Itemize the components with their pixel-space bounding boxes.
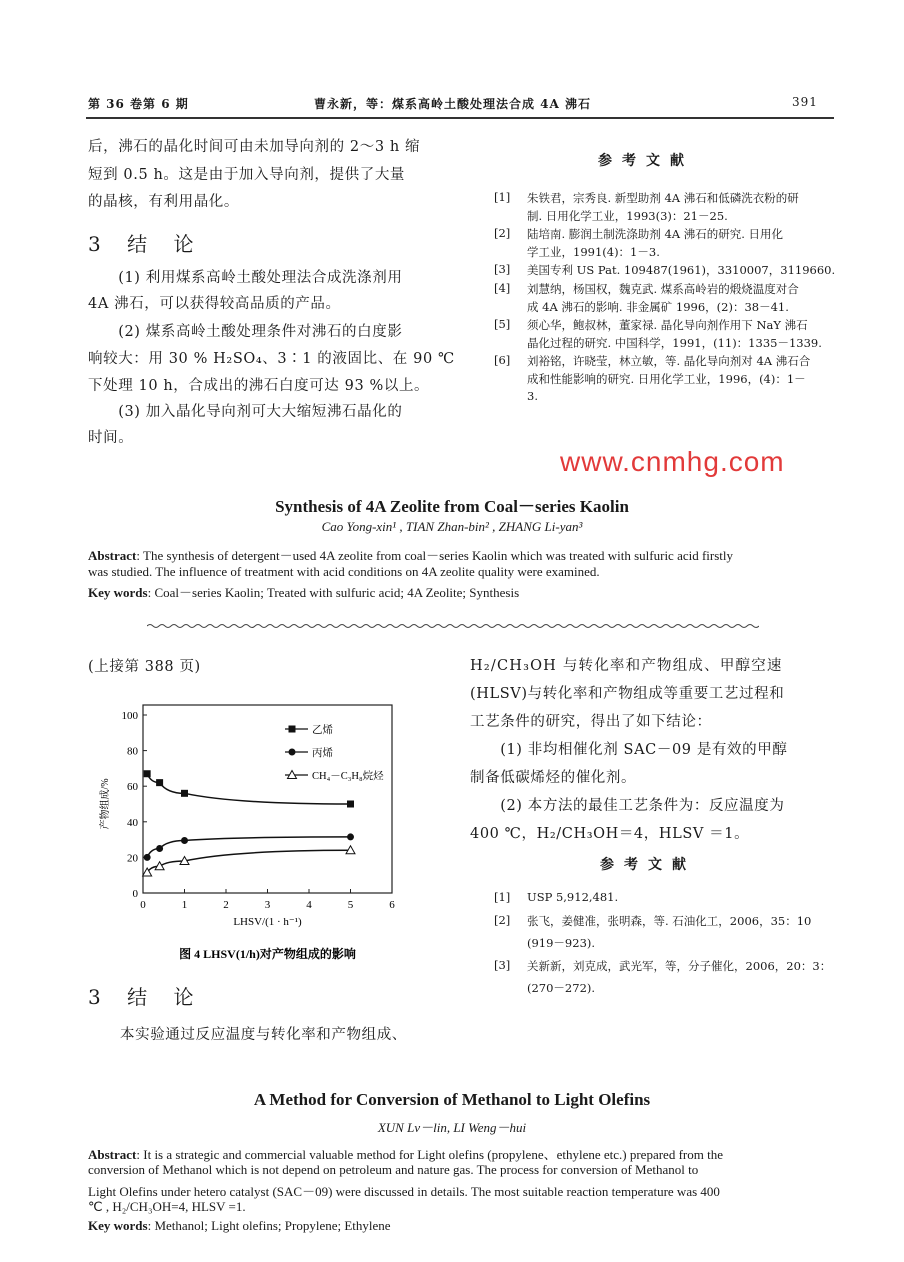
keywords-label: Key words bbox=[88, 1218, 148, 1233]
text-line: 的晶核，有利用晶化。 bbox=[88, 194, 239, 210]
reference-label: [3] bbox=[494, 262, 511, 277]
y-axis-label: 产物组成/% bbox=[100, 778, 111, 830]
watermark: www.cnmhg.com bbox=[560, 446, 785, 477]
abstract-text: : The synthesis of detergent－used 4A zeolite from coal－series Kaolin which was treated with sulfuric acid firstly bbox=[136, 548, 734, 563]
reference-label: [1] bbox=[494, 190, 511, 204]
text-line: 后，沸石的晶化时间可由未加导向剂的 2～3 h 缩 bbox=[88, 139, 421, 155]
abstract-text: ℃ , H₂/CH₃OH=4, HLSV =1. bbox=[88, 1199, 246, 1214]
abstract-line bbox=[88, 545, 733, 564]
section-heading: 3 结 论 bbox=[88, 985, 204, 1009]
data-point-1 bbox=[347, 833, 354, 840]
section-heading: 3 结 论 bbox=[88, 232, 204, 256]
reference-text: 3. bbox=[527, 388, 538, 403]
reference-text: (270－272). bbox=[527, 981, 596, 995]
keywords-line bbox=[88, 582, 519, 601]
text-line: (2) 本方法的最佳工艺条件为：反应温度为 bbox=[470, 798, 785, 814]
text-line: (HLSV)与转化率和产物组成等重要工艺过程和 bbox=[470, 686, 785, 702]
text-line: 短到 0.5 h。这是由于加入导向剂，提供了大量 bbox=[88, 167, 406, 183]
reference-text: 刘慧纳，杨国权，魏克武. 煤系高岭岩的煅烧温度对合 bbox=[527, 282, 799, 296]
legend-label: 丙烯 bbox=[312, 748, 333, 759]
y-tick-label: 80 bbox=[127, 745, 138, 758]
english-title: A Method for Conversion of Methanol to Light Olefins bbox=[253, 1090, 651, 1109]
data-point-0 bbox=[347, 801, 354, 808]
reference-label: [2] bbox=[494, 226, 511, 241]
references-heading: 参考文献 bbox=[600, 857, 696, 873]
text-line: (2) 煤系高岭土酸处理条件对沸石的白度影 bbox=[88, 324, 403, 340]
reference-text: (919－923). bbox=[527, 936, 596, 950]
y-tick-label: 20 bbox=[127, 852, 138, 865]
text-line: (1) 利用煤系高岭土酸处理法合成洗涤剂用 bbox=[88, 270, 403, 286]
text-line: 400 ℃，H₂/CH₃OH＝4，HLSV ＝1。 bbox=[470, 826, 750, 842]
reference-text: 学工业，1991(4)：1－3. bbox=[527, 244, 660, 259]
reference-label: [4] bbox=[494, 281, 511, 295]
y-tick-label: 40 bbox=[127, 816, 138, 829]
reference-label: [6] bbox=[494, 353, 511, 368]
reference-label: [2] bbox=[494, 913, 511, 927]
reference-text: 美国专利 US Pat. 109487(1961)，3310007，3119660. bbox=[527, 263, 836, 278]
abstract-label: Abstract bbox=[88, 548, 137, 563]
x-tick-label: 4 bbox=[306, 899, 312, 911]
reference-text: 刘裕铭，许晓莹，林立敏，等. 晶化导向剂对 4A 沸石合 bbox=[527, 354, 811, 369]
text-line: 下处理 10 h，合成出的沸石白度可达 93 %以上。 bbox=[88, 378, 430, 394]
reference-text: 成和性能影响的研究. 日用化学工业，1996，(4)：1－ bbox=[527, 371, 806, 386]
text-line: 制备低碳烯烃的催化剂。 bbox=[470, 770, 637, 786]
page-number: 391 bbox=[792, 95, 818, 109]
x-tick-label: 2 bbox=[223, 899, 229, 911]
x-tick-label: 3 bbox=[264, 899, 271, 911]
reference-label: [1] bbox=[494, 890, 511, 904]
abstract-line bbox=[88, 1144, 723, 1163]
abstract-text: : It is a strategic and commercial valuable method for Light olefins (propylene、ethylene etc.) prepared from the bbox=[136, 1147, 723, 1162]
y-tick-label: 100 bbox=[121, 710, 138, 722]
reference-label: [3] bbox=[494, 958, 511, 972]
keywords-line bbox=[88, 1218, 391, 1234]
y-tick-label: 0 bbox=[132, 888, 138, 900]
reference-text: 成 4A 沸石的影响. 非金属矿 1996，(2)：38－41. bbox=[527, 299, 789, 314]
english-authors: Cao Yong-xin¹ , TIAN Zhan-bin² , ZHANG Li-yan³ bbox=[321, 519, 583, 534]
legend-marker bbox=[289, 726, 296, 733]
running-title: 曹永新，等：煤系高岭土酸处理法合成 4A 沸石 bbox=[314, 97, 592, 111]
continued-note: (上接第 388 页) bbox=[88, 659, 201, 675]
abstract-label: Abstract bbox=[88, 1147, 137, 1162]
journal-issue: 第 36 卷第 6 期 bbox=[88, 97, 189, 111]
x-tick-label: 6 bbox=[389, 899, 395, 911]
legend-label: 乙烯 bbox=[312, 725, 333, 736]
series-line-2 bbox=[147, 850, 350, 872]
data-point-1 bbox=[156, 845, 163, 852]
text-line: H₂/CH₃OH 与转化率和产物组成、甲醇空速 bbox=[470, 658, 783, 674]
data-point-0 bbox=[181, 790, 188, 797]
reference-text: USP 5,912,481. bbox=[527, 890, 619, 904]
text-line: (3) 加入晶化导向剂可大大缩短沸石晶化的 bbox=[88, 404, 403, 420]
reference-text: 张飞，姜健准，张明森，等. 石油化工，2006，35：10 bbox=[527, 914, 812, 928]
data-point-0 bbox=[156, 779, 163, 786]
text-line: 时间。 bbox=[88, 430, 134, 446]
reference-text: 朱铁君，宗秀良. 新型助剂 4A 沸石和低磷洗衣粉的研 bbox=[527, 191, 799, 205]
data-point-1 bbox=[144, 854, 151, 861]
series-line-1 bbox=[147, 837, 350, 857]
wavy-separator bbox=[147, 622, 759, 630]
english-title: Synthesis of 4A Zeolite from Coal－series Kaolin bbox=[275, 497, 629, 516]
figure-caption: 图 4 LHSV(1/h)对产物组成的影响 bbox=[179, 947, 356, 961]
keywords-text: : Methanol; Light olefins; Propylene; Ethylene bbox=[147, 1218, 391, 1233]
keywords-text: : Coal－series Kaolin; Treated with sulfuric acid; 4A Zeolite; Synthesis bbox=[147, 585, 520, 600]
reference-text: 晶化过程的研究. 中国科学，1991，(11)：1335－1339. bbox=[527, 335, 822, 350]
x-tick-label: 1 bbox=[181, 899, 188, 911]
reference-text: 关新新，刘克成，武光军，等，分子催化，2006，20：3： bbox=[527, 959, 832, 973]
x-axis-label: LHSV/(1 · h⁻¹) bbox=[233, 916, 302, 928]
references-heading: 参考文献 bbox=[598, 153, 694, 169]
english-authors: XUN Lv－lin, LI Weng－hui bbox=[377, 1120, 527, 1135]
abstract-text: Light Olefins under hetero catalyst (SAC－09) were discussed in details. The most suitable reaction temperature was 400 bbox=[88, 1184, 720, 1199]
y-tick-label: 60 bbox=[127, 781, 138, 794]
reference-label: [5] bbox=[494, 317, 511, 332]
legend-marker bbox=[289, 749, 296, 756]
keywords-label: Key words bbox=[88, 585, 148, 600]
data-point-0 bbox=[144, 770, 151, 777]
text-line: 响较大：用 30 % H₂SO₄、3∶1 的液固比、在 90 ℃ bbox=[88, 351, 455, 367]
figure-4-chart bbox=[80, 700, 420, 970]
reference-text: 陆培南. 膨润土制洗涤助剂 4A 沸石的研究. 日用化 bbox=[527, 227, 784, 242]
header-rule bbox=[86, 117, 834, 119]
x-tick-label: 0 bbox=[140, 899, 146, 911]
abstract-text: was studied. The influence of treatment with acid conditions on 4A zeolite quality were examined. bbox=[88, 564, 600, 579]
text-line: 本实验通过反应温度与转化率和产物组成、 bbox=[120, 1027, 407, 1043]
data-point-1 bbox=[181, 837, 188, 844]
text-line: 4A 沸石，可以获得较高品质的产品。 bbox=[88, 296, 341, 312]
text-line: (1) 非均相催化剂 SAC－09 是有效的甲醇 bbox=[470, 742, 788, 758]
text-line: 工艺条件的研究，得出了如下结论： bbox=[470, 714, 712, 730]
x-tick-label: 5 bbox=[347, 899, 354, 911]
reference-text: 制. 日用化学工业，1993(3)：21－25. bbox=[527, 208, 728, 223]
legend-label: CH₄－C₃H₈烷烃 bbox=[312, 771, 384, 782]
reference-text: 须心华，鲍叔林，董家禄. 晶化导向剂作用下 NaY 沸石 bbox=[527, 318, 808, 333]
abstract-text: conversion of Methanol which is not depend on petroleum and nature gas. The process for conversion of Methanol to bbox=[88, 1162, 699, 1177]
